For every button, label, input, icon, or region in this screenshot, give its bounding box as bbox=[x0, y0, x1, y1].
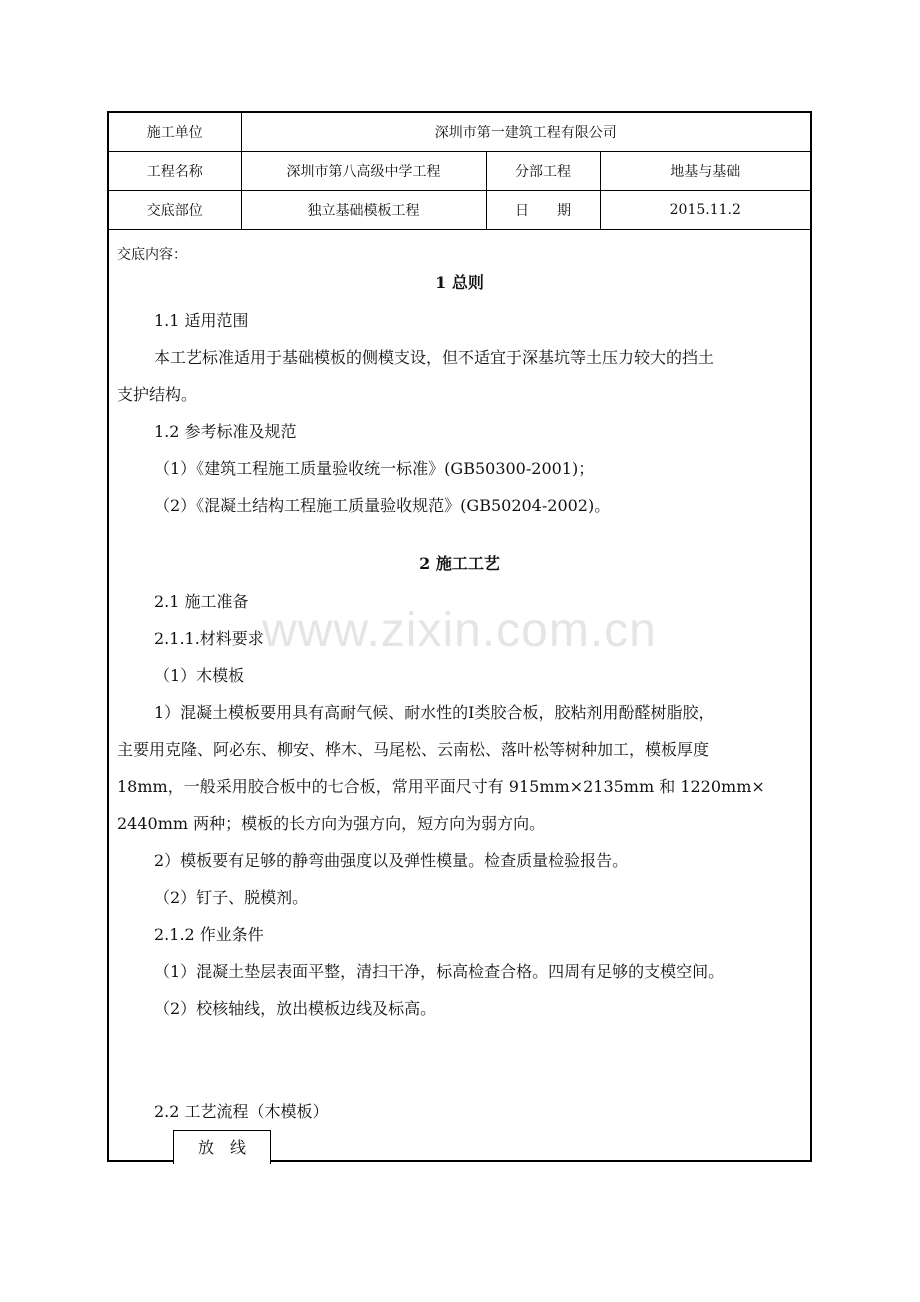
header-row-unit bbox=[109, 113, 810, 152]
paragraph-1a: 本工艺标准适用于基础模板的侧模支设，但不适宜于深基坑等土压力较大的挡土 bbox=[154, 348, 715, 367]
section1-title: 1 总则 bbox=[435, 273, 484, 292]
paragraph-2d: 2440mm 两种；模板的长方向为强方向，短方向为弱方向。 bbox=[117, 814, 546, 833]
paragraph-2c: 18mm，一般采用胶合板中的七合板，常用平面尺寸有 915mm×2135mm 和 1220mm× bbox=[117, 777, 765, 796]
section-1-1: 1.1 适用范围 bbox=[154, 311, 249, 330]
paragraph-2b: 主要用克隆、阿必东、柳安、桦木、马尾松、云南松、落叶松等树种加工，模板厚度 bbox=[117, 740, 710, 759]
unit-value: 深圳市第一建筑工程有限公司 bbox=[241, 113, 810, 152]
item-2: （2）钉子、脱模剂。 bbox=[154, 888, 309, 907]
location-value: 独立基础模板工程 bbox=[241, 191, 486, 230]
date-value: 2015.11.2 bbox=[600, 191, 810, 230]
project-label: 工程名称 bbox=[109, 152, 241, 191]
item-1: （1）木模板 bbox=[154, 666, 245, 685]
division-label: 分部工程 bbox=[486, 152, 600, 191]
condition-1: （1）混凝土垫层表面平整，清扫干净，标高检查合格。四周有足够的支模空间。 bbox=[154, 962, 725, 981]
paragraph-3: 2）模板要有足够的静弯曲强度以及弹性模量。检查质量检验报告。 bbox=[154, 851, 629, 870]
unit-label: 施工单位 bbox=[109, 113, 241, 152]
document-frame bbox=[107, 111, 812, 1162]
header-table bbox=[109, 113, 810, 230]
content-label: 交底内容： bbox=[117, 247, 187, 263]
header-row-project bbox=[109, 152, 810, 191]
reference-2: （2）《混凝土结构工程施工质量验收规范》(GB50204-2002)。 bbox=[154, 496, 611, 515]
section-2-1-2: 2.1.2 作业条件 bbox=[154, 925, 264, 944]
location-label: 交底部位 bbox=[109, 191, 241, 230]
section-2-1-1: 2.1.1.材料要求 bbox=[154, 629, 264, 648]
date-label: 日 期 bbox=[486, 191, 600, 230]
reference-1: （1）《建筑工程施工质量验收统一标准》(GB50300-2001)； bbox=[154, 459, 595, 478]
paragraph-2a: 1）混凝土模板要用具有高耐气候、耐水性的Ⅰ类胶合板，胶粘剂用酚醛树脂胶， bbox=[154, 703, 715, 722]
section-1-2: 1.2 参考标准及规范 bbox=[154, 422, 297, 441]
paragraph-1b: 支护结构。 bbox=[117, 385, 198, 404]
header-row-location bbox=[109, 191, 810, 230]
division-value: 地基与基础 bbox=[600, 152, 810, 191]
section-2-2: 2.2 工艺流程（木模板） bbox=[154, 1102, 329, 1121]
watermark: www.zixin.com.cn bbox=[262, 604, 657, 657]
condition-2: （2）校核轴线，放出模板边线及标高。 bbox=[154, 999, 437, 1018]
section2-title: 2 施工工艺 bbox=[419, 554, 500, 573]
section-2-1: 2.1 施工准备 bbox=[154, 592, 249, 611]
flow-step-box: 放 线 bbox=[173, 1130, 271, 1164]
project-value: 深圳市第八高级中学工程 bbox=[241, 152, 486, 191]
